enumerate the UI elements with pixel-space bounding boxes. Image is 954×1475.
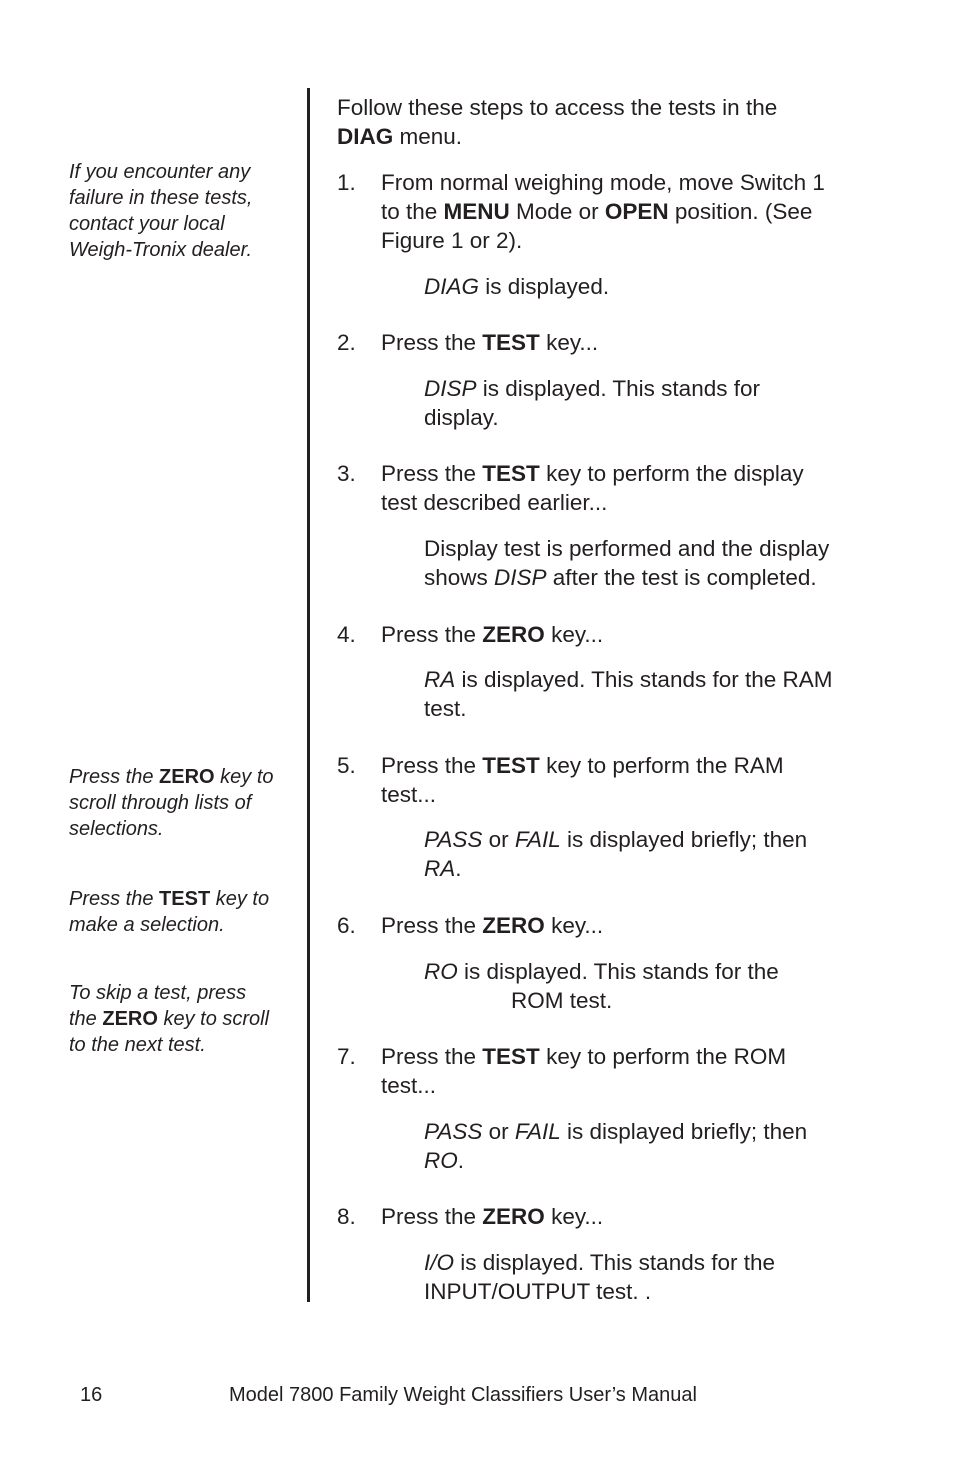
step-number: 2. — [337, 330, 356, 355]
step-number: 7. — [337, 1044, 356, 1069]
step-number: 8. — [337, 1204, 356, 1229]
step-number: 6. — [337, 913, 356, 938]
step-4: 4. Press the ZERO key... — [337, 622, 604, 647]
side-note-failure: If you encounter any failure in these tests, contact your local Weigh-Tronix dealer. — [69, 161, 253, 261]
side-note-zero-scroll: Press the ZERO key to scroll through lists of selections. — [69, 766, 274, 840]
step-7: 7. Press the TEST key to perform the ROM test... — [337, 1044, 787, 1098]
step-8: 8. Press the ZERO key... — [337, 1204, 604, 1229]
step-5-result: PASS or FAIL is displayed briefly; then RA. — [424, 827, 808, 881]
intro-paragraph: Follow these steps to access the tests in the DIAG menu. — [337, 95, 778, 149]
footer-title: Model 7800 Family Weight Classifiers User’s Manual — [229, 1384, 697, 1406]
side-note-test-select: Press the TEST key to make a selection. — [69, 888, 270, 936]
side-note-skip-test: To skip a test, press the ZERO key to scroll to the next test. — [69, 982, 270, 1056]
page-number: 16 — [80, 1384, 103, 1406]
step-5: 5. Press the TEST key to perform the RAM test... — [337, 753, 784, 807]
step-2: 2. Press the TEST key... — [337, 330, 599, 355]
step-3: 3. Press the TEST key to perform the display test described earlier... — [337, 461, 804, 515]
step-3-result: Display test is performed and the display shows DISP after the test is completed. — [424, 536, 830, 590]
step-6-result: RO is displayed. This stands for the ROM test. — [424, 959, 779, 1013]
column-divider — [307, 88, 310, 1302]
step-2-result: DISP is displayed. This stands for display. — [424, 376, 760, 430]
step-4-result: RA is displayed. This stands for the RAM test. — [424, 667, 833, 721]
step-6: 6. Press the ZERO key... — [337, 913, 604, 938]
step-number: 3. — [337, 461, 356, 486]
step-number: 4. — [337, 622, 356, 647]
step-number: 1. — [337, 170, 356, 195]
step-number: 5. — [337, 753, 356, 778]
step-8-result: I/O is displayed. This stands for the INPUT/OUTPUT test. . — [424, 1250, 776, 1304]
step-1: 1. From normal weighing mode, move Switch 1 to the MENU Mode or OPEN position. (See Figure 1 or 2). — [337, 170, 825, 253]
step-7-result: PASS or FAIL is displayed briefly; then RO. — [424, 1119, 808, 1173]
step-1-result: DIAG is displayed. — [424, 274, 610, 299]
